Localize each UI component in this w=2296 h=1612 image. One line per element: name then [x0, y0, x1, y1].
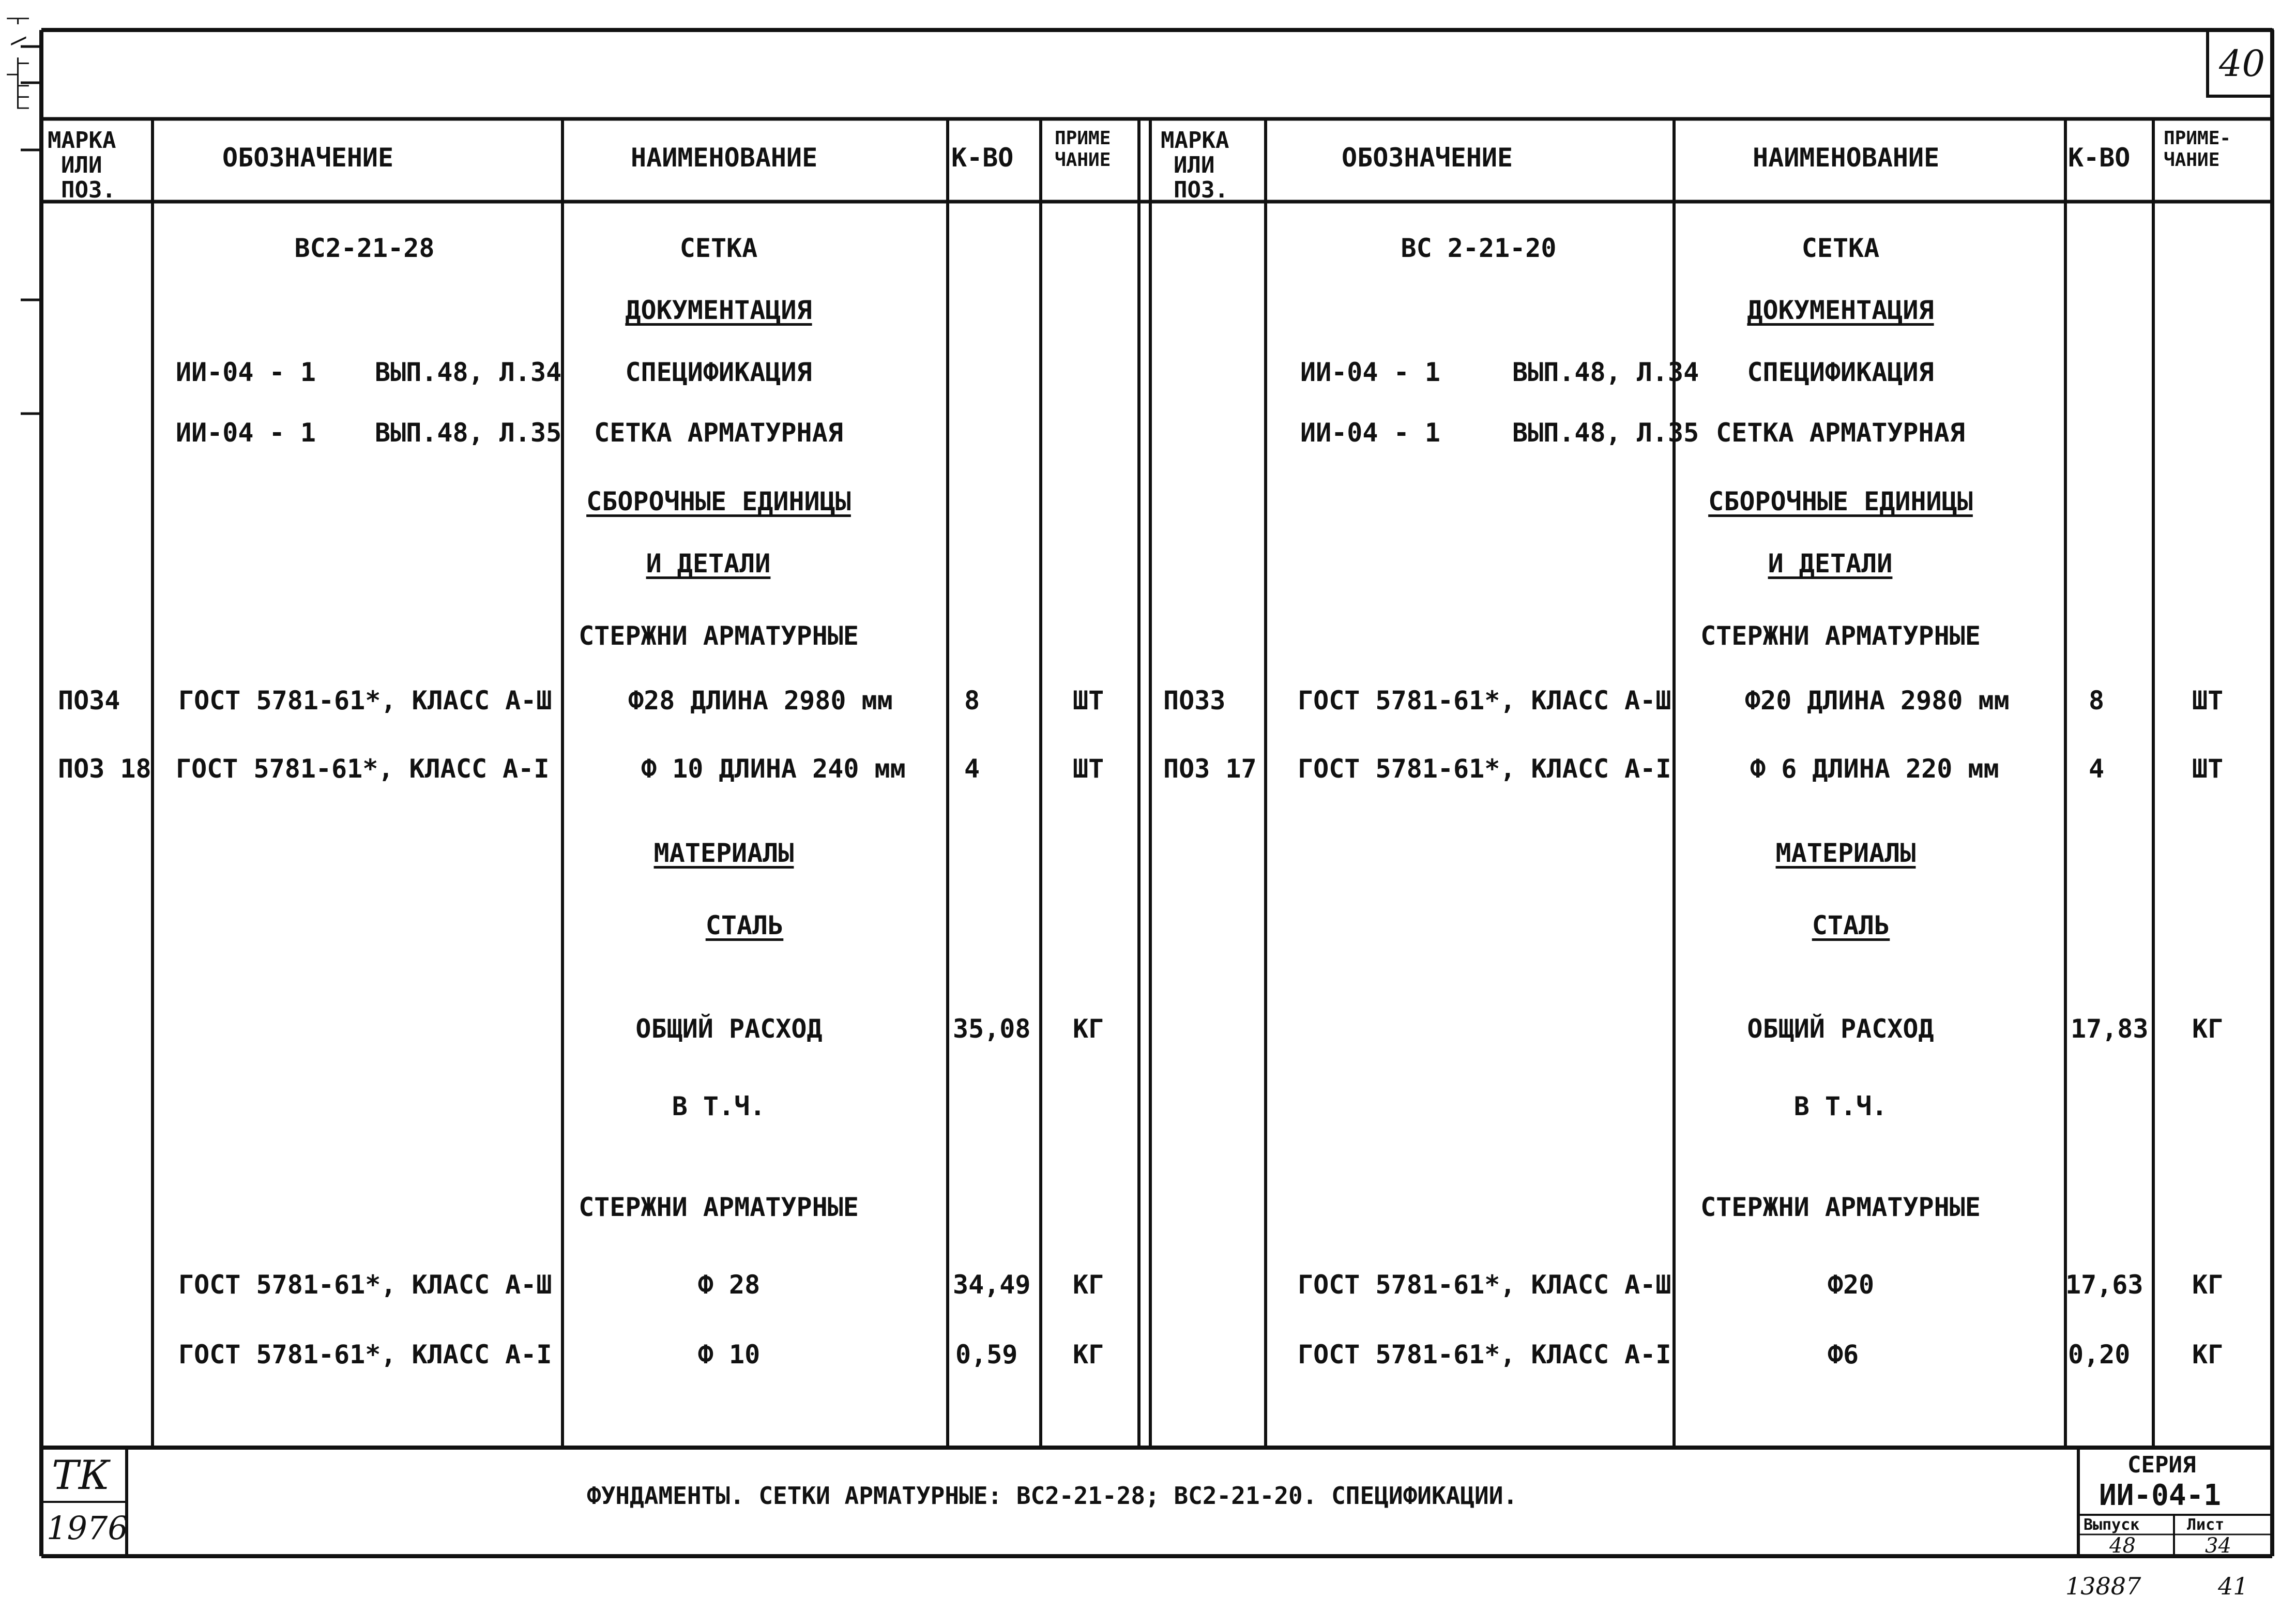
left-m2-designation: ГОСТ 5781-61*, КЛАСС А-I — [178, 1340, 552, 1370]
archive-number: 13887 — [2065, 1572, 2141, 1600]
year-stamp: 1976 — [47, 1509, 128, 1547]
right-doc2-designation: ИИ-04 - 1 — [1300, 418, 1440, 448]
right-m2-name: Ф6 — [1827, 1340, 1859, 1370]
header-mark-line1-right: МАРКА — [1161, 127, 1229, 154]
header-name-right: НАИМЕНОВАНИЕ — [1753, 143, 1940, 173]
left-pos1-mark: ПОЗ4 — [58, 686, 120, 716]
header-note-line1-right: ПРИМЕ- — [2164, 128, 2231, 149]
right-pos1-qty: 8 — [2089, 686, 2105, 716]
left-m1-designation: ГОСТ 5781-61*, КЛАСС А-Ш — [178, 1270, 552, 1300]
left-m1-name: Ф 28 — [697, 1270, 761, 1300]
right-total-unit: КГ — [2192, 1014, 2224, 1044]
left-doc2-ref: ВЫП.48, Л.35 — [375, 418, 562, 448]
header-mark-line3: ПОЗ. — [61, 177, 116, 203]
left-total-unit: КГ — [1073, 1014, 1104, 1044]
table-row — [58, 756, 151, 782]
header-note-line2-right: ЧАНИЕ — [2164, 149, 2220, 171]
left-m2-qty: 0,59 — [955, 1340, 1018, 1370]
left-pos2-designation: ГОСТ 5781-61*, КЛАСС А-I — [176, 754, 550, 784]
right-pos1-unit: ШТ — [2192, 686, 2224, 716]
series-value: ИИ-04-1 — [2099, 1479, 2222, 1512]
header-designation-right: ОБОЗНАЧЕНИЕ — [1342, 143, 1513, 173]
left-m1-unit: КГ — [1073, 1270, 1104, 1300]
header-name: НАИМЕНОВАНИЕ — [631, 143, 818, 173]
left-pos1-qty: 8 — [964, 686, 980, 716]
left-doc1-ref: ВЫП.48, Л.34 — [375, 357, 562, 387]
right-total-label: ОБЩИЙ РАСХОД — [1747, 1014, 1934, 1044]
table-row — [1163, 686, 1226, 716]
header-qty: К-ВО — [951, 143, 1014, 173]
left-pos2-name: Ф 10 ДЛИНА 240 мм — [641, 754, 906, 784]
left-pos2-qty: 4 — [964, 754, 980, 784]
right-materials-heading: МАТЕРИАЛЫ — [1775, 838, 1916, 868]
header-mark-line2-right: ИЛИ — [1174, 152, 1215, 178]
left-pos1-designation: ГОСТ 5781-61*, КЛАСС А-Ш — [178, 686, 552, 716]
series-label: СЕРИЯ — [2127, 1452, 2196, 1478]
left-pos2-unit: ШТ — [1073, 754, 1104, 784]
left-code: ВС2-21-28 — [294, 233, 435, 263]
right-doc2-ref: ВЫП.48, Л.35 — [1512, 418, 1699, 448]
right-m1-designation: ГОСТ 5781-61*, КЛАСС А-Ш — [1298, 1270, 1671, 1300]
left-pos1-name: Ф28 ДЛИНА 2980 мм — [628, 686, 893, 716]
right-m1-name: Ф20 — [1827, 1270, 1875, 1300]
left-doc2-name: СЕТКА АРМАТУРНАЯ — [594, 418, 843, 448]
right-pos1-designation: ГОСТ 5781-61*, КЛАСС А-Ш — [1298, 686, 1671, 716]
header-qty-right: К-ВО — [2068, 143, 2131, 173]
right-doc1-designation: ИИ-04 - 1 — [1300, 357, 1440, 387]
left-units-heading-1: СБОРОЧНЫЕ ЕДИНИЦЫ — [586, 486, 851, 516]
left-m1-qty: 34,49 — [953, 1270, 1031, 1300]
right-doc1-name: СПЕЦИФИКАЦИЯ — [1747, 357, 1934, 387]
right-doc1-ref: ВЫП.48, Л.34 — [1512, 357, 1699, 387]
right-doc-heading: ДОКУМЕНТАЦИЯ — [1747, 295, 1934, 325]
header-note-line1: ПРИМЕ — [1055, 128, 1111, 149]
page-number: 41 — [2218, 1572, 2248, 1600]
drawing-title: ФУНДАМЕНТЫ. СЕТКИ АРМАТУРНЫЕ: ВС2-21-28; ВС2-21-20. СПЕЦИФИКАЦИИ. — [587, 1482, 1518, 1510]
header-designation: ОБОЗНАЧЕНИЕ — [222, 143, 394, 173]
binding-stamp: ┌┬┬┴┬ \ ┤ — [8, 12, 29, 114]
right-incl-label: В Т.Ч. — [1793, 1091, 1888, 1121]
right-steel-heading: СТАЛЬ — [1812, 910, 1890, 940]
right-m1-unit: КГ — [2192, 1270, 2224, 1300]
right-m2-designation: ГОСТ 5781-61*, КЛАСС А-I — [1298, 1340, 1671, 1370]
left-steel-heading: СТАЛЬ — [705, 910, 784, 940]
left-m2-unit: КГ — [1073, 1340, 1104, 1370]
left-units-heading-2: И ДЕТАЛИ — [646, 549, 771, 579]
header-mark-line1: МАРКА — [48, 127, 116, 154]
right-doc2-name: СЕТКА АРМАТУРНАЯ — [1716, 418, 1965, 448]
sheet-label: Лист — [2187, 1516, 2225, 1534]
left-rods2-heading: СТЕРЖНИ АРМАТУРНЫЕ — [579, 1192, 859, 1222]
left-rods-heading: СТЕРЖНИ АРМАТУРНЫЕ — [579, 621, 859, 651]
right-pos1-mark: ПОЗ3 — [1163, 686, 1226, 716]
right-code: ВС 2-21-20 — [1401, 233, 1557, 263]
right-m2-unit: КГ — [2192, 1340, 2224, 1370]
right-pos2-designation: ГОСТ 5781-61*, КЛАСС А-I — [1298, 754, 1671, 784]
right-pos1-name: Ф20 ДЛИНА 2980 мм — [1745, 686, 2010, 716]
issue-label: Выпуск — [2084, 1516, 2140, 1534]
table-row — [1163, 756, 1257, 782]
right-pos2-mark: ПОЗ 17 — [1163, 754, 1257, 784]
right-m2-qty: 0,20 — [2068, 1340, 2131, 1370]
left-doc-heading: ДОКУМЕНТАЦИЯ — [625, 295, 812, 325]
right-setka: СЕТКА — [1801, 233, 1880, 263]
right-pos2-name: Ф 6 ДЛИНА 220 мм — [1750, 754, 1999, 784]
left-materials-heading: МАТЕРИАЛЫ — [653, 838, 794, 868]
issue-value: 48 — [2109, 1534, 2136, 1558]
left-doc2-designation: ИИ-04 - 1 — [176, 418, 316, 448]
left-pos2-mark: ПОЗ 18 — [58, 754, 151, 784]
right-rods2-heading: СТЕРЖНИ АРМАТУРНЫЕ — [1700, 1192, 1981, 1222]
header-note-line2: ЧАНИЕ — [1055, 149, 1111, 171]
header-mark-line3-right: ПОЗ. — [1174, 177, 1228, 203]
left-setka: СЕТКА — [679, 233, 758, 263]
sheet-number: 40 — [2219, 42, 2265, 85]
right-rods-heading: СТЕРЖНИ АРМАТУРНЫЕ — [1700, 621, 1981, 651]
left-doc1-name: СПЕЦИФИКАЦИЯ — [625, 357, 812, 387]
right-pos2-qty: 4 — [2089, 754, 2105, 784]
right-units-heading-1: СБОРОЧНЫЕ ЕДИНИЦЫ — [1708, 486, 1973, 516]
sheet-value: 34 — [2205, 1534, 2231, 1558]
table-row — [58, 686, 120, 716]
right-units-heading-2: И ДЕТАЛИ — [1768, 549, 1893, 579]
left-doc1-designation: ИИ-04 - 1 — [176, 357, 316, 387]
left-m2-name: Ф 10 — [697, 1340, 761, 1370]
left-incl-label: В Т.Ч. — [672, 1091, 766, 1121]
right-total-qty: 17,83 — [2071, 1014, 2149, 1044]
right-pos2-unit: ШТ — [2192, 754, 2224, 784]
tk-stamp: ТК — [52, 1452, 110, 1499]
left-pos1-unit: ШТ — [1073, 686, 1104, 716]
left-total-qty: 35,08 — [953, 1014, 1031, 1044]
right-m1-qty: 17,63 — [2065, 1270, 2143, 1300]
left-total-label: ОБЩИЙ РАСХОД — [635, 1014, 823, 1044]
header-mark-line2: ИЛИ — [61, 152, 102, 178]
